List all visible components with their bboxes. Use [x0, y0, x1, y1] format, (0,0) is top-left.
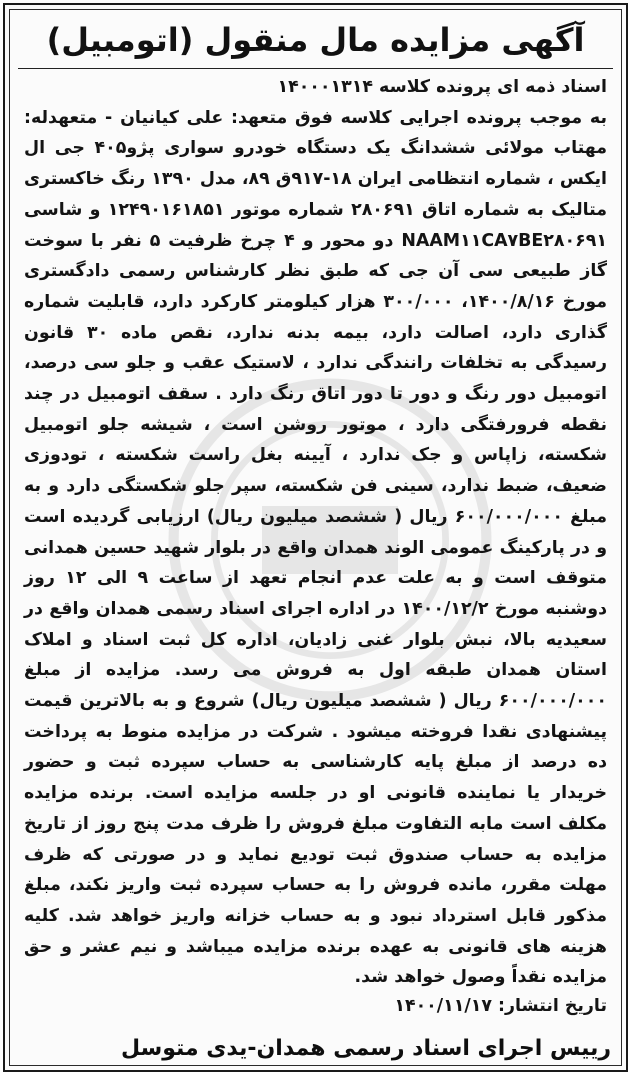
- notice-body: [24, 72, 607, 993]
- notice-title: آگهی مزایده مال منقول (اتومبیل): [46, 21, 585, 59]
- notice-frame: [3, 3, 628, 1072]
- title-divider: [18, 68, 613, 69]
- publish-date: تاریخ انتشار: ۱۴۰۰/۱۱/۱۷: [394, 996, 607, 1016]
- notice-inner-border: [9, 9, 622, 1066]
- signature-line: رییس اجرای اسناد رسمی همدان-یدی متوسل: [120, 1036, 611, 1061]
- notice-paragraph: به موجب پرونده اجرایی کلاسه فوق متعهد: علی کیانیان - متعهدله: مهتاب مولائی ششدانگ یک دستگاه خودرو سواری پژو۴۰۵ جی ال ایکس ، شماره انتظامی ایران ۱۸-۹۱۷ق ۸۹، مدل ۱۳۹۰ رنگ خاکستری متالیک به شماره اتاق ۲۸۰۶۹۱ شماره موتور ۱۲۴۹۰۱۶۱۸۵۱ و شاسی NAAM۱۱CA۷BE۲۸۰۶۹۱ دو محور و ۴ چرخ ظرفیت ۵ نفر با سوخت گاز طبیعی سی آن جی که طبق نظر کارشناس رسمی دادگستری مورخ ۱۴۰۰/۸/۱۶، ۳۰۰/۰۰۰ هزار کیلومتر کارکرد دارد، قابلیت شماره گذاری دارد، اصالت دارد، بیمه بدنه ندارد، نقص ماده ۳۰ قانون رسیدگی به تخلفات رانندگی ندارد ، لاستیک عقب و جلو سی درصد، اتومبیل دور رنگ و دور تا دور اتاق رنگ دارد . سقف اتومبیل در چند نقطه فرورفتگی دارد ، موتور روشن است ، شیشه جلو اتومبیل شکسته، زاپاس و جک ندارد ، آیینه بغل راست شکسته ، تودوزی ضعیف، ضبط ندارد، سینی فن شکسته، سپر جلو شکستگی دارد و به مبلغ ۶۰۰/۰۰۰/۰۰۰ ریال ( ششصد میلیون ریال) ارزیابی گردیده است و در پارکینگ عمومی الوند همدان واقع در بلوار شهید حسین همدانی متوقف است و به علت عدم انجام تعهد از ساعت ۹ الی ۱۲ روز دوشنبه مورخ ۱۴۰۰/۱۲/۲ در اداره اجرای اسناد رسمی همدان واقع در سعیدیه بالا، نبش بلوار غنی زادیان، اداره کل ثبت اسناد و املاک استان همدان طبقه اول به فروش می رسد. مزایده از مبلغ ۶۰۰/۰۰۰/۰۰۰ ریال ( ششصد میلیون ریال) شروع و به بالاترین قیمت پیشنهادی نقدا فروخته میشود . شرکت در مزایده منوط به پرداخت ده درصد از مبلغ پایه کارشناسی به حساب سپرده ثبت و حضور خریدار یا نماینده قانونی او در جلسه مزایده است. برنده مزایده مکلف است مابه التفاوت مبلغ فروش را ظرف مدت پنج روز از تاریخ مزایده به حساب صندوق ثبت تودیع نماید و در صورتی که ظرف مهلت مقرر، مانده فروش را به حساب سپرده ثبت واریز نکند، مبلغ مذکور قابل استرداد نبود و به حساب خزانه واریز خواهد شد. کلیه هزینه های قانونی به عهده برنده مزایده میباشد و نیم عشر و حق مزایده نقداً وصول خواهد شد.: [24, 107, 608, 988]
- file-reference: اسناد ذمه ای پرونده کلاسه ۱۴۰۰۰۱۳۱۴: [277, 77, 607, 97]
